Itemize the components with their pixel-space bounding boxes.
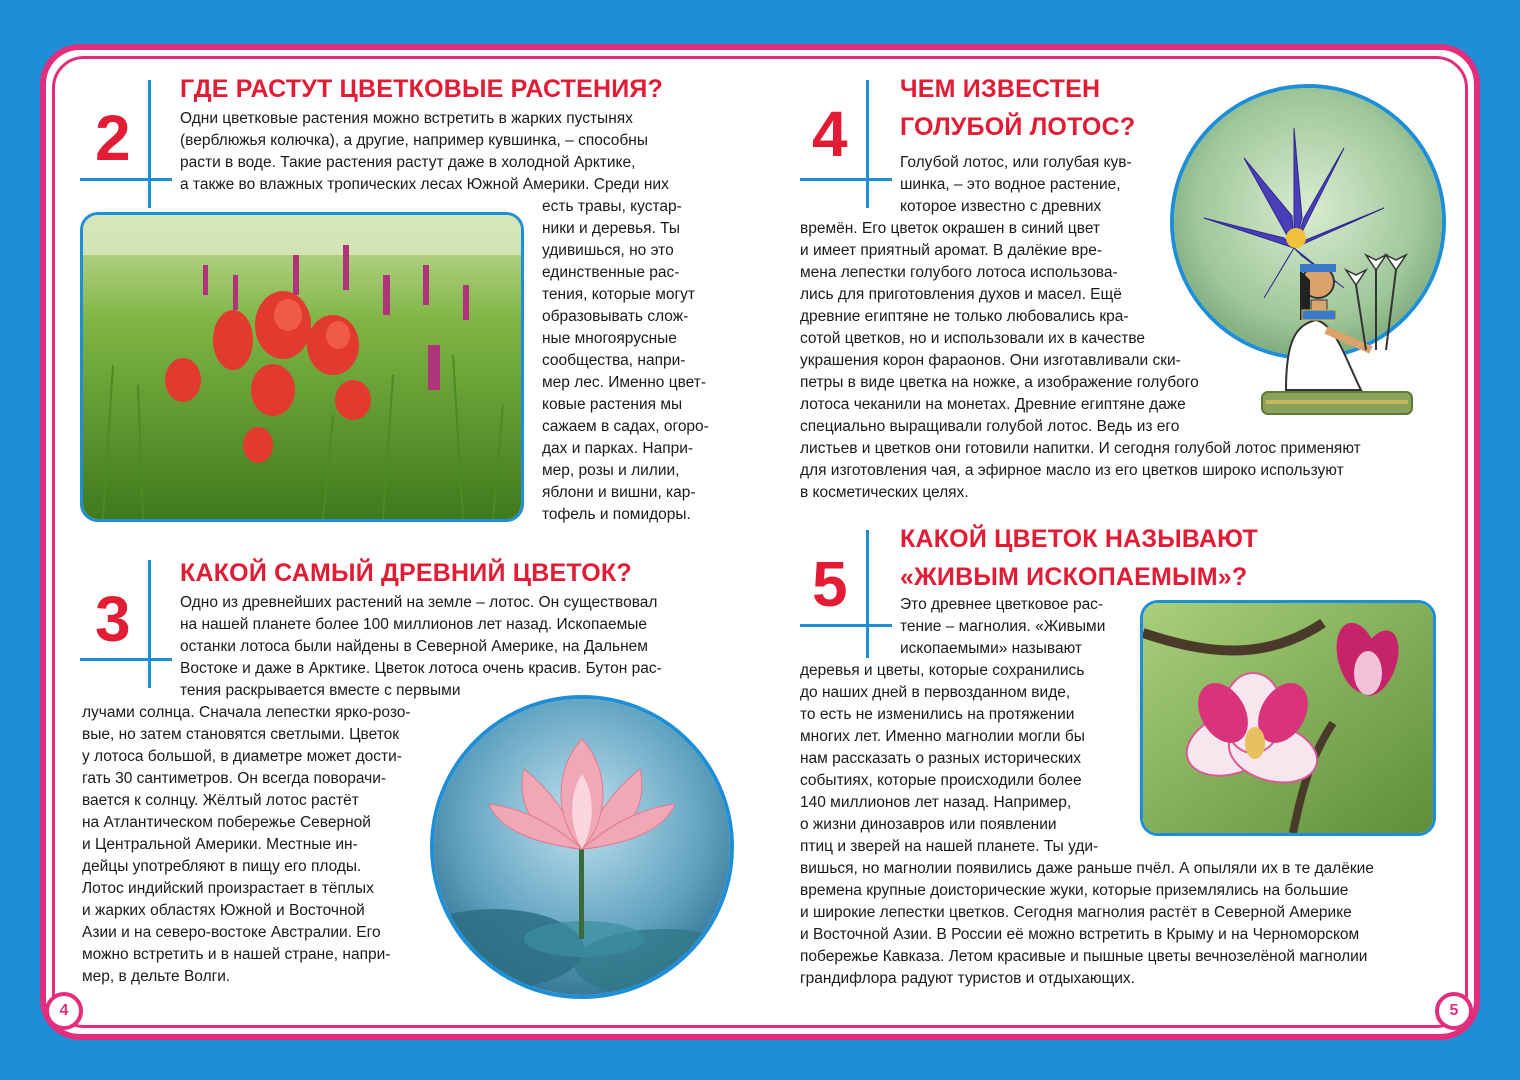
section-3-title: КАКОЙ САМЫЙ ДРЕВНИЙ ЦВЕТОК? [180, 559, 632, 587]
section-3-text-top: Одно из древнейших растений на земле – лотос. Он существовал на нашей планете более 100 миллионов лет назад. Ископаемые останки лотоса были найдены в Северной Америке, на Дальнем Востоке и даже в Арктике. Цветок лотоса очень красив. Бутон рас- тения раскрывается вместе с первыми [180, 594, 662, 699]
section-2-number: 2 [95, 102, 131, 174]
section-4-number: 4 [812, 98, 848, 170]
section-5-text-main: деревья и цветы, которые сохранились до наших дней в первозданном виде, то есть не изменились на протяжении многих лет. Именно магнолии могли бы нам рассказать о разных исторических событиях, которые происходили более 140 миллионов лет назад. Например, о жизни динозавров или появлении птиц и зверей на нашей планете. Ты уди- вишься, но магнолии появились даже раньше пчёл. А опыляли их в те далёкие времена крупные доисторические жуки, которые приземлялись на большие и широкие лепестки цветков. Сегодня магнолия растёт в Северной Америке и Восточной Азии. В России её можно встретить в Крыму и на Черноморском побережье Кавказа. Летом красивые и пышные цветы вечнозелёной магнолии грандифлора радуют туристов и отдыхающих. [800, 662, 1374, 987]
section-2-text-top: Одни цветковые растения можно встретить в жарких пустынях (верблюжья колючка), а другие, например кувшинка, – способны расти в воде. Такие растения растут даже в холодной Арктике, а также во влажных тропических лесах Южной Америки. Среди них [180, 110, 669, 193]
egyptian-figure-illustration [1256, 230, 1416, 420]
section-5-text-top: Это древнее цветковое рас- тение – магнолия. «Живыми ископаемыми» называют [900, 596, 1106, 657]
meadow-flowers-photo [80, 212, 524, 522]
section-5-divider-v [866, 530, 869, 658]
section-5-title: КАКОЙ ЦВЕТОК НАЗЫВАЮТ «ЖИВЫМ ИСКОПАЕМЫМ»? [900, 525, 1258, 591]
section-4-text-top: Голубой лотос, или голубая кув- шинка, – это водное растение, которое известно с древних [900, 154, 1132, 215]
section-4-divider-h [800, 178, 892, 181]
section-5-number: 5 [812, 548, 848, 620]
section-3-number: 3 [95, 583, 131, 655]
section-2-divider-h [80, 178, 172, 181]
section-2-text-side: есть травы, кустар- ники и деревья. Ты удивишься, но это единственные рас- тения, которые могут образовывать слож- ные многоярусные сообщества, напри- мер лес. Именно цвет- ковые растения мы сажаем в садах, огоро- дах и парках. Напри- мер, розы и лилии, яблони и вишни, кар- тофель и помидоры. [542, 198, 709, 523]
section-3-divider-v [148, 560, 151, 688]
section-3-text-side: лучами солнца. Сначала лепестки ярко-розо- вые, но затем становятся светлыми. Цветок у лотоса большой, в диаметре может дости- гать 30 сантиметров. Он всегда поворачи- вается к солнцу. Жёлтый лотос растёт на Атлантическом побережье Северной и Центральной Америки. Местные ин- дейцы употребляют в пищу его плоды. Лотос индийский произрастает в тёплых и жарких областях Южной и Восточной Азии и на северо-востоке Австралии. Его можно встретить и в нашей стране, напри- мер, в дельте Волги. [82, 704, 411, 985]
page-number-right: 5 [1435, 992, 1473, 1030]
page-number-left: 4 [45, 992, 83, 1030]
magnolia-photo [1140, 600, 1436, 836]
section-4-text-main: времён. Его цветок окрашен в синий цвет и имеет приятный аромат. В далёкие вре- мена лепестки голубого лотоса использова- лись для приготовления духов и масел. Ещё древние египтяне не только любовались кра- сотой цветков, но и использовали их в качестве украшения корон фараонов. Они изготавливали ски- петры в виде цветка на ножке, а изображение голубого лотоса чеканили на монетах. Древние египтяне даже специально выращивали голубой лотос. Ведь из его листьев и цветков они готовили напитки. И сегодня голубой лотос применяют для изготовления чая, а эфирное масло из его цветков широко используют в косметических целях. [800, 220, 1361, 501]
section-3-divider-h [80, 658, 172, 661]
pink-lotus-photo [430, 695, 734, 999]
section-4-title: ЧЕМ ИЗВЕСТЕН ГОЛУБОЙ ЛОТОС? [900, 75, 1136, 141]
section-2-title: ГДЕ РАСТУТ ЦВЕТКОВЫЕ РАСТЕНИЯ? [180, 75, 664, 103]
section-4-divider-v [866, 80, 869, 208]
section-2-divider-v [148, 80, 151, 208]
section-5-divider-h [800, 624, 892, 627]
